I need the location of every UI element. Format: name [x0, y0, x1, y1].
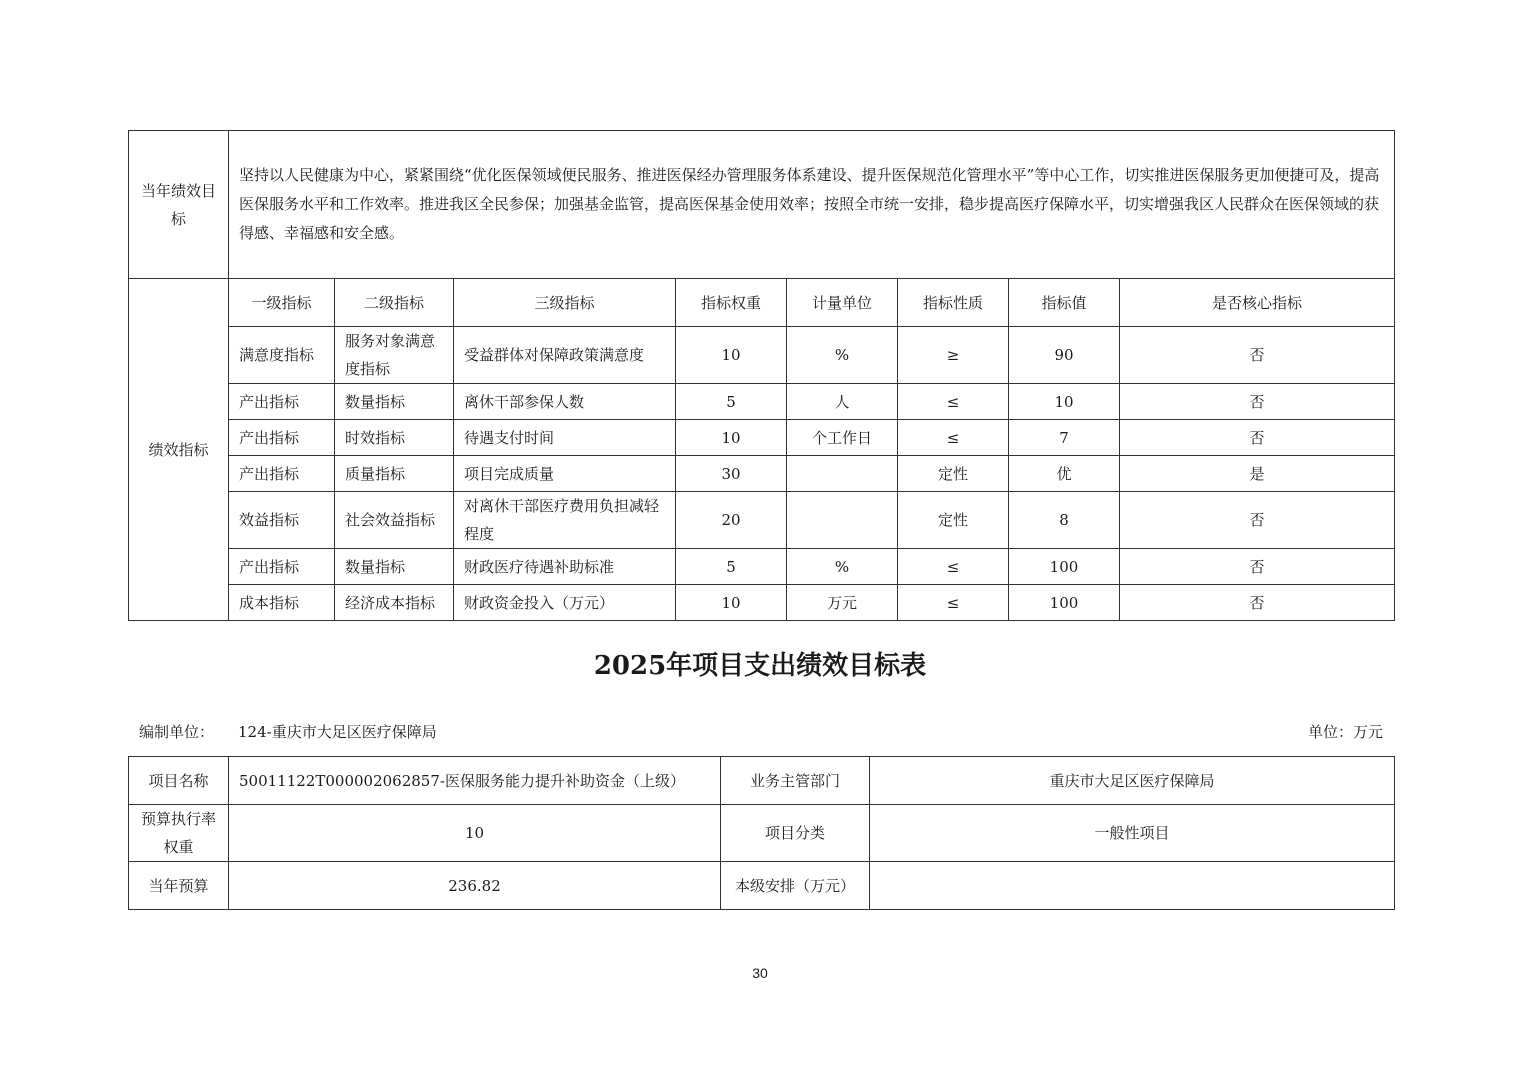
- level2-cell: 质量指标: [335, 456, 454, 492]
- level2-cell: 数量指标: [335, 384, 454, 420]
- value-cell: 优: [1009, 456, 1120, 492]
- core-cell: 否: [1120, 549, 1395, 585]
- level-arrangement-value: [870, 862, 1395, 910]
- level2-cell: 经济成本指标: [335, 585, 454, 621]
- level3-cell: 项目完成质量: [454, 456, 676, 492]
- level3-cell: 对离休干部医疗费用负担减轻程度: [454, 492, 676, 549]
- goal-label: 当年绩效目标: [129, 131, 229, 279]
- level3-cell: 待遇支付时间: [454, 420, 676, 456]
- nature-cell: ≤: [898, 384, 1009, 420]
- unit-cell: 万元: [787, 585, 898, 621]
- header-value: 指标值: [1009, 279, 1120, 327]
- core-cell: 是: [1120, 456, 1395, 492]
- currency-unit: 单位：万元: [1307, 723, 1383, 741]
- core-cell: 否: [1120, 384, 1395, 420]
- header-weight: 指标权重: [676, 279, 787, 327]
- level1-cell: 效益指标: [229, 492, 335, 549]
- unit-cell: %: [787, 549, 898, 585]
- weight-cell: 10: [676, 585, 787, 621]
- value-cell: 100: [1009, 585, 1120, 621]
- value-cell: 8: [1009, 492, 1120, 549]
- level3-cell: 离休干部参保人数: [454, 384, 676, 420]
- level1-cell: 成本指标: [229, 585, 335, 621]
- header-level1: 一级指标: [229, 279, 335, 327]
- indicator-section-label: 绩效指标: [129, 279, 229, 621]
- level1-cell: 满意度指标: [229, 327, 335, 384]
- level1-cell: 产出指标: [229, 456, 335, 492]
- category-label: 项目分类: [721, 805, 870, 862]
- weight-cell: 20: [676, 492, 787, 549]
- goal-text: 坚持以人民健康为中心，紧紧围绕“优化医保领域便民服务、推进医保经办管理服务体系建设、提升医保规范化管理水平”等中心工作，切实推进医保服务更加便捷可及，提高医保服务水平和工作效率。推进我区全民参保；加强基金监管，提高医保基金使用效率；按照全市统一安排，稳步提高医疗保障水平，切实增强我区人民群众在医保领域的获得感、幸福感和安全感。: [229, 131, 1395, 279]
- nature-cell: ≤: [898, 420, 1009, 456]
- level2-cell: 社会效益指标: [335, 492, 454, 549]
- value-cell: 100: [1009, 549, 1120, 585]
- core-cell: 否: [1120, 327, 1395, 384]
- table-row: [129, 456, 1395, 492]
- level3-cell: 财政资金投入（万元）: [454, 585, 676, 621]
- nature-cell: ≤: [898, 549, 1009, 585]
- level2-cell: 服务对象满意度指标: [335, 327, 454, 384]
- table-row: [129, 384, 1395, 420]
- header-unit: 计量单位: [787, 279, 898, 327]
- value-cell: 10: [1009, 384, 1120, 420]
- weight-cell: 30: [676, 456, 787, 492]
- level1-cell: 产出指标: [229, 420, 335, 456]
- budget-label: 当年预算: [129, 862, 229, 910]
- dept-label: 业务主管部门: [721, 757, 870, 805]
- nature-cell: ≤: [898, 585, 1009, 621]
- weight-cell: 10: [676, 327, 787, 384]
- compiler-unit-label: 编制单位：: [139, 723, 215, 741]
- weight-cell: 5: [676, 549, 787, 585]
- table-row: [129, 420, 1395, 456]
- nature-cell: 定性: [898, 456, 1009, 492]
- budget-value: 236.82: [229, 862, 721, 910]
- page-number: 30: [752, 965, 768, 981]
- level3-cell: 受益群体对保障政策满意度: [454, 327, 676, 384]
- category-value: 一般性项目: [870, 805, 1395, 862]
- core-cell: 否: [1120, 492, 1395, 549]
- value-cell: 90: [1009, 327, 1120, 384]
- unit-cell: 人: [787, 384, 898, 420]
- table-row: [129, 327, 1395, 384]
- core-cell: 否: [1120, 585, 1395, 621]
- project-name-value: 50011122T000002062857-医保服务能力提升补助资金（上级）: [229, 757, 721, 805]
- unit-cell: [787, 456, 898, 492]
- table-row: [129, 549, 1395, 585]
- unit-cell: [787, 492, 898, 549]
- nature-cell: ≥: [898, 327, 1009, 384]
- nature-cell: 定性: [898, 492, 1009, 549]
- page-title: 2025年项目支出绩效目标表: [593, 651, 927, 681]
- weight-value: 10: [229, 805, 721, 862]
- level2-cell: 时效指标: [335, 420, 454, 456]
- level2-cell: 数量指标: [335, 549, 454, 585]
- project-name-label: 项目名称: [129, 757, 229, 805]
- performance-goal-table: [128, 130, 1395, 621]
- dept-value: 重庆市大足区医疗保障局: [870, 757, 1395, 805]
- compiler-unit: [139, 720, 461, 744]
- core-cell: 否: [1120, 420, 1395, 456]
- header-core: 是否核心指标: [1120, 279, 1395, 327]
- unit-cell: %: [787, 327, 898, 384]
- compiler-unit-value: 124-重庆市大足区医疗保障局: [238, 723, 437, 741]
- project-info-table: [128, 756, 1395, 910]
- weight-cell: 5: [676, 384, 787, 420]
- level1-cell: 产出指标: [229, 384, 335, 420]
- weight-label: 预算执行率权重: [129, 805, 229, 862]
- level-arrangement-label: 本级安排（万元）: [721, 862, 870, 910]
- weight-cell: 10: [676, 420, 787, 456]
- level1-cell: 产出指标: [229, 549, 335, 585]
- header-level3: 三级指标: [454, 279, 676, 327]
- table-row: [129, 492, 1395, 549]
- table-row: [129, 585, 1395, 621]
- level3-cell: 财政医疗待遇补助标准: [454, 549, 676, 585]
- header-nature: 指标性质: [898, 279, 1009, 327]
- unit-cell: 个工作日: [787, 420, 898, 456]
- header-level2: 二级指标: [335, 279, 454, 327]
- value-cell: 7: [1009, 420, 1120, 456]
